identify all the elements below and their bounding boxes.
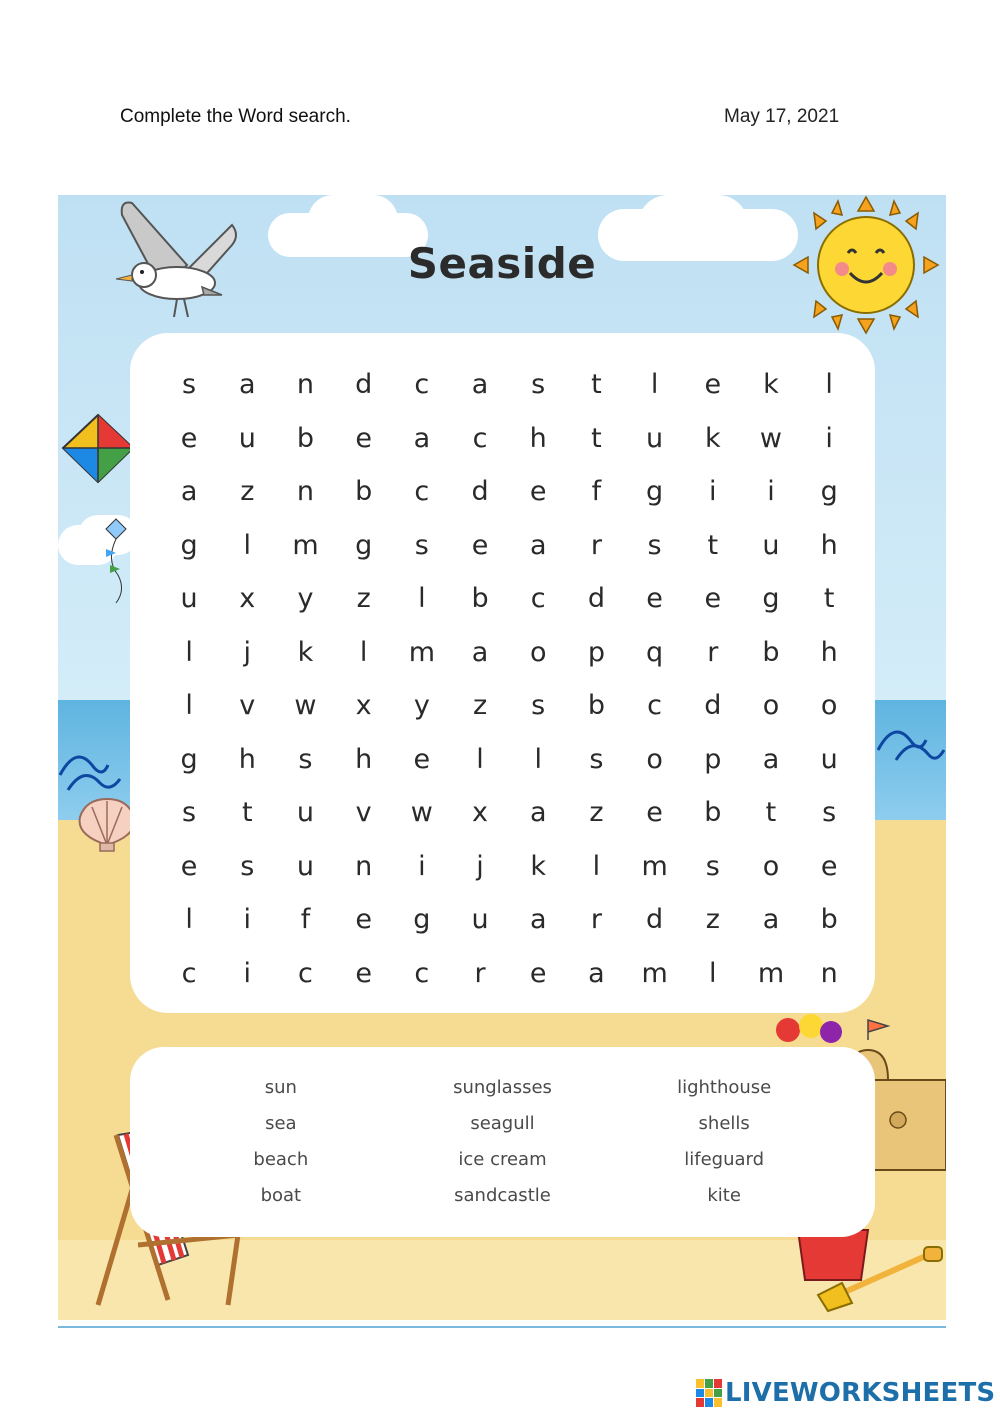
grid-letter[interactable]: a: [239, 369, 256, 400]
grid-letter[interactable]: i: [243, 904, 252, 935]
grid-letter[interactable]: k: [297, 636, 314, 668]
grid-letter[interactable]: a: [588, 957, 605, 989]
grid-letter[interactable]: u: [762, 529, 780, 561]
grid-letter[interactable]: a: [180, 476, 198, 507]
grid-letter[interactable]: z: [589, 797, 604, 828]
grid-letter[interactable]: e: [180, 422, 198, 454]
word-list-item: ice cream: [458, 1149, 547, 1170]
grid-letter[interactable]: g: [820, 476, 838, 507]
grid-letter[interactable]: z: [356, 583, 371, 614]
grid-letter[interactable]: a: [471, 636, 489, 668]
word-list-panel: [130, 1047, 875, 1237]
grid-letter[interactable]: l: [592, 850, 601, 882]
word-search-panel: [130, 333, 875, 1013]
word-list-item: shells: [698, 1113, 750, 1134]
grid-letter[interactable]: w: [410, 797, 433, 828]
kite-icon: [58, 410, 138, 490]
grid-letter[interactable]: z: [240, 476, 255, 507]
grid-letter[interactable]: s: [647, 529, 662, 561]
grid-letter[interactable]: j: [476, 850, 484, 882]
word-list-item: sea: [265, 1113, 297, 1134]
grid-letter[interactable]: u: [180, 583, 198, 614]
grid-letter[interactable]: e: [529, 957, 547, 989]
grid-letter[interactable]: r: [590, 904, 602, 935]
grid-letter[interactable]: n: [820, 957, 838, 989]
grid-letter[interactable]: s: [240, 850, 255, 882]
grid-letter[interactable]: r: [590, 529, 602, 561]
grid-letter[interactable]: g: [762, 583, 780, 614]
grid-letter[interactable]: t: [241, 797, 253, 828]
grid-letter[interactable]: l: [185, 904, 193, 935]
grid-letter[interactable]: h: [238, 743, 256, 775]
grid-letter[interactable]: e: [529, 476, 547, 507]
grid-letter[interactable]: a: [529, 529, 547, 561]
flower-icon: [773, 1010, 843, 1050]
grid-letter[interactable]: h: [355, 743, 373, 775]
grid-letter[interactable]: e: [355, 904, 372, 935]
grid-letter[interactable]: u: [296, 797, 315, 828]
grid-letter[interactable]: b: [471, 583, 489, 614]
grid-letter[interactable]: o: [762, 690, 780, 721]
liveworksheets-icon: [696, 1379, 722, 1407]
grid-letter[interactable]: c: [530, 583, 546, 614]
grid-letter[interactable]: k: [530, 850, 547, 882]
grid-letter[interactable]: p: [704, 743, 722, 775]
grid-letter[interactable]: e: [646, 583, 663, 614]
grid-letter[interactable]: x: [355, 690, 372, 721]
grid-letter[interactable]: t: [765, 797, 777, 828]
grid-letter[interactable]: c: [181, 957, 197, 989]
grid-letter[interactable]: c: [414, 369, 430, 400]
grid-letter[interactable]: u: [471, 904, 489, 935]
grid-letter[interactable]: s: [182, 369, 197, 400]
grid-letter[interactable]: a: [529, 904, 547, 935]
grid-letter[interactable]: l: [185, 636, 193, 668]
grid-letter[interactable]: z: [472, 690, 488, 721]
grid-letter[interactable]: u: [820, 743, 838, 775]
grid-letter[interactable]: n: [355, 850, 373, 882]
grid-letter[interactable]: g: [180, 529, 198, 561]
grid-letter[interactable]: i: [709, 476, 717, 507]
grid-letter[interactable]: t: [707, 529, 719, 561]
grid-letter[interactable]: s: [531, 690, 546, 721]
grid-letter[interactable]: d: [471, 476, 489, 507]
grid-letter[interactable]: d: [646, 904, 664, 935]
brand-logo: [696, 1378, 995, 1408]
word-list-item: lighthouse: [677, 1077, 772, 1098]
grid-letter[interactable]: d: [704, 690, 722, 721]
grid-letter[interactable]: s: [705, 850, 720, 882]
grid-letter[interactable]: c: [414, 957, 430, 989]
footer-divider: [58, 1326, 946, 1328]
grid-letter[interactable]: n: [296, 369, 315, 400]
grid-letter[interactable]: b: [704, 797, 722, 828]
grid-letter[interactable]: s: [822, 797, 837, 828]
grid-letter[interactable]: s: [531, 369, 546, 400]
grid-letter[interactable]: l: [243, 529, 252, 561]
grid-letter[interactable]: n: [296, 476, 315, 507]
grid-letter[interactable]: c: [472, 422, 488, 454]
grid-letter[interactable]: g: [413, 904, 431, 935]
grid-letter[interactable]: r: [707, 636, 719, 668]
word-list-item: sandcastle: [454, 1185, 551, 1206]
grid-letter[interactable]: l: [418, 583, 426, 614]
grid-letter[interactable]: e: [413, 743, 431, 775]
grid-letter[interactable]: u: [646, 422, 664, 454]
cloud-decoration: [308, 195, 398, 245]
grid-letter[interactable]: m: [292, 529, 319, 561]
grid-letter[interactable]: t: [823, 583, 835, 614]
grid-letter[interactable]: e: [180, 850, 198, 882]
grid-letter[interactable]: b: [820, 904, 838, 935]
grid-letter[interactable]: p: [587, 636, 605, 668]
grid-letter[interactable]: a: [762, 904, 780, 935]
grid-letter[interactable]: m: [757, 957, 785, 989]
grid-letter[interactable]: f: [300, 904, 311, 935]
grid-letter[interactable]: e: [704, 583, 722, 614]
grid-letter[interactable]: c: [298, 957, 313, 989]
spade-icon: [808, 1245, 946, 1315]
grid-letter[interactable]: e: [355, 422, 372, 454]
grid-letter[interactable]: s: [298, 743, 313, 775]
seaside-poster: [58, 195, 946, 1320]
wave-icon: [876, 710, 946, 770]
grid-letter[interactable]: a: [762, 743, 780, 775]
grid-letter[interactable]: k: [704, 422, 721, 454]
brand-name: LIVEWORKSHEETS: [725, 1378, 996, 1408]
grid-letter[interactable]: m: [641, 850, 668, 882]
grid-letter[interactable]: t: [591, 422, 602, 454]
word-list-item: sunglasses: [453, 1077, 552, 1098]
grid-letter[interactable]: e: [646, 797, 663, 828]
grid-letter[interactable]: k: [763, 369, 779, 400]
grid-letter[interactable]: m: [408, 636, 435, 668]
word-list-item: seagull: [470, 1113, 535, 1134]
grid-letter[interactable]: y: [413, 690, 430, 721]
word-list-item: beach: [253, 1149, 309, 1170]
grid-letter[interactable]: f: [591, 476, 602, 507]
grid-letter[interactable]: s: [182, 797, 197, 828]
grid-letter[interactable]: o: [820, 690, 838, 721]
grid-letter[interactable]: i: [418, 850, 426, 882]
word-list: [130, 1077, 875, 1221]
grid-letter[interactable]: e: [471, 529, 489, 561]
date-text: May 17, 2021: [724, 106, 840, 127]
grid-letter[interactable]: h: [820, 529, 838, 561]
grid-letter[interactable]: s: [589, 743, 604, 775]
grid-letter[interactable]: l: [650, 369, 659, 400]
grid-letter[interactable]: d: [587, 583, 605, 614]
instruction-text: Complete the Word search.: [120, 106, 351, 127]
grid-letter[interactable]: v: [239, 690, 256, 721]
grid-letter[interactable]: l: [476, 743, 484, 775]
grid-letter[interactable]: o: [646, 743, 663, 775]
grid-letter[interactable]: g: [646, 476, 664, 507]
grid-letter[interactable]: h: [820, 636, 838, 668]
grid-letter[interactable]: q: [646, 636, 664, 668]
word-list-item: sun: [264, 1077, 297, 1098]
grid-letter[interactable]: x: [239, 583, 256, 614]
grid-letter[interactable]: b: [587, 690, 605, 721]
grid-letter[interactable]: u: [296, 850, 315, 882]
grid-letter[interactable]: i: [243, 957, 252, 989]
grid-letter[interactable]: a: [529, 797, 547, 828]
grid-letter[interactable]: l: [185, 690, 193, 721]
grid-letter[interactable]: r: [474, 957, 486, 989]
grid-letter[interactable]: t: [591, 369, 602, 400]
grid-letter[interactable]: j: [243, 636, 252, 668]
grid-letter[interactable]: u: [238, 422, 256, 454]
grid-letter[interactable]: a: [413, 422, 431, 454]
grid-letter[interactable]: z: [705, 904, 720, 935]
grid-letter[interactable]: e: [704, 369, 722, 400]
grid-letter[interactable]: g: [180, 743, 198, 775]
grid-letter[interactable]: x: [472, 797, 489, 828]
word-list-item: lifeguard: [684, 1149, 765, 1170]
grid-letter[interactable]: l: [825, 369, 833, 400]
grid-letter[interactable]: o: [529, 636, 547, 668]
grid-letter[interactable]: i: [825, 422, 833, 454]
word-search-grid: [160, 365, 858, 1007]
grid-letter[interactable]: y: [297, 583, 314, 614]
grid-letter[interactable]: w: [759, 422, 783, 454]
grid-letter[interactable]: g: [355, 529, 373, 561]
word-list-item: boat: [260, 1185, 302, 1206]
grid-letter[interactable]: e: [820, 850, 838, 882]
wave-icon: [58, 735, 128, 795]
grid-letter[interactable]: c: [647, 690, 663, 721]
grid-letter[interactable]: w: [294, 690, 317, 721]
grid-letter[interactable]: c: [414, 476, 430, 507]
grid-letter[interactable]: l: [359, 636, 368, 668]
word-list-item: kite: [707, 1185, 741, 1206]
grid-letter[interactable]: l: [709, 957, 717, 989]
grid-letter[interactable]: l: [534, 743, 542, 775]
grid-letter[interactable]: d: [355, 369, 373, 400]
grid-letter[interactable]: i: [767, 476, 775, 507]
grid-letter[interactable]: b: [762, 636, 780, 668]
grid-letter[interactable]: e: [355, 957, 372, 989]
grid-letter[interactable]: b: [296, 422, 315, 454]
grid-letter[interactable]: a: [471, 369, 489, 400]
grid-letter[interactable]: o: [762, 850, 780, 882]
grid-letter[interactable]: v: [355, 797, 372, 828]
grid-letter[interactable]: s: [414, 529, 429, 561]
grid-letter[interactable]: h: [529, 422, 547, 454]
poster-title: Seaside: [407, 239, 597, 288]
grid-letter[interactable]: b: [355, 476, 373, 507]
grid-letter[interactable]: m: [641, 957, 668, 989]
